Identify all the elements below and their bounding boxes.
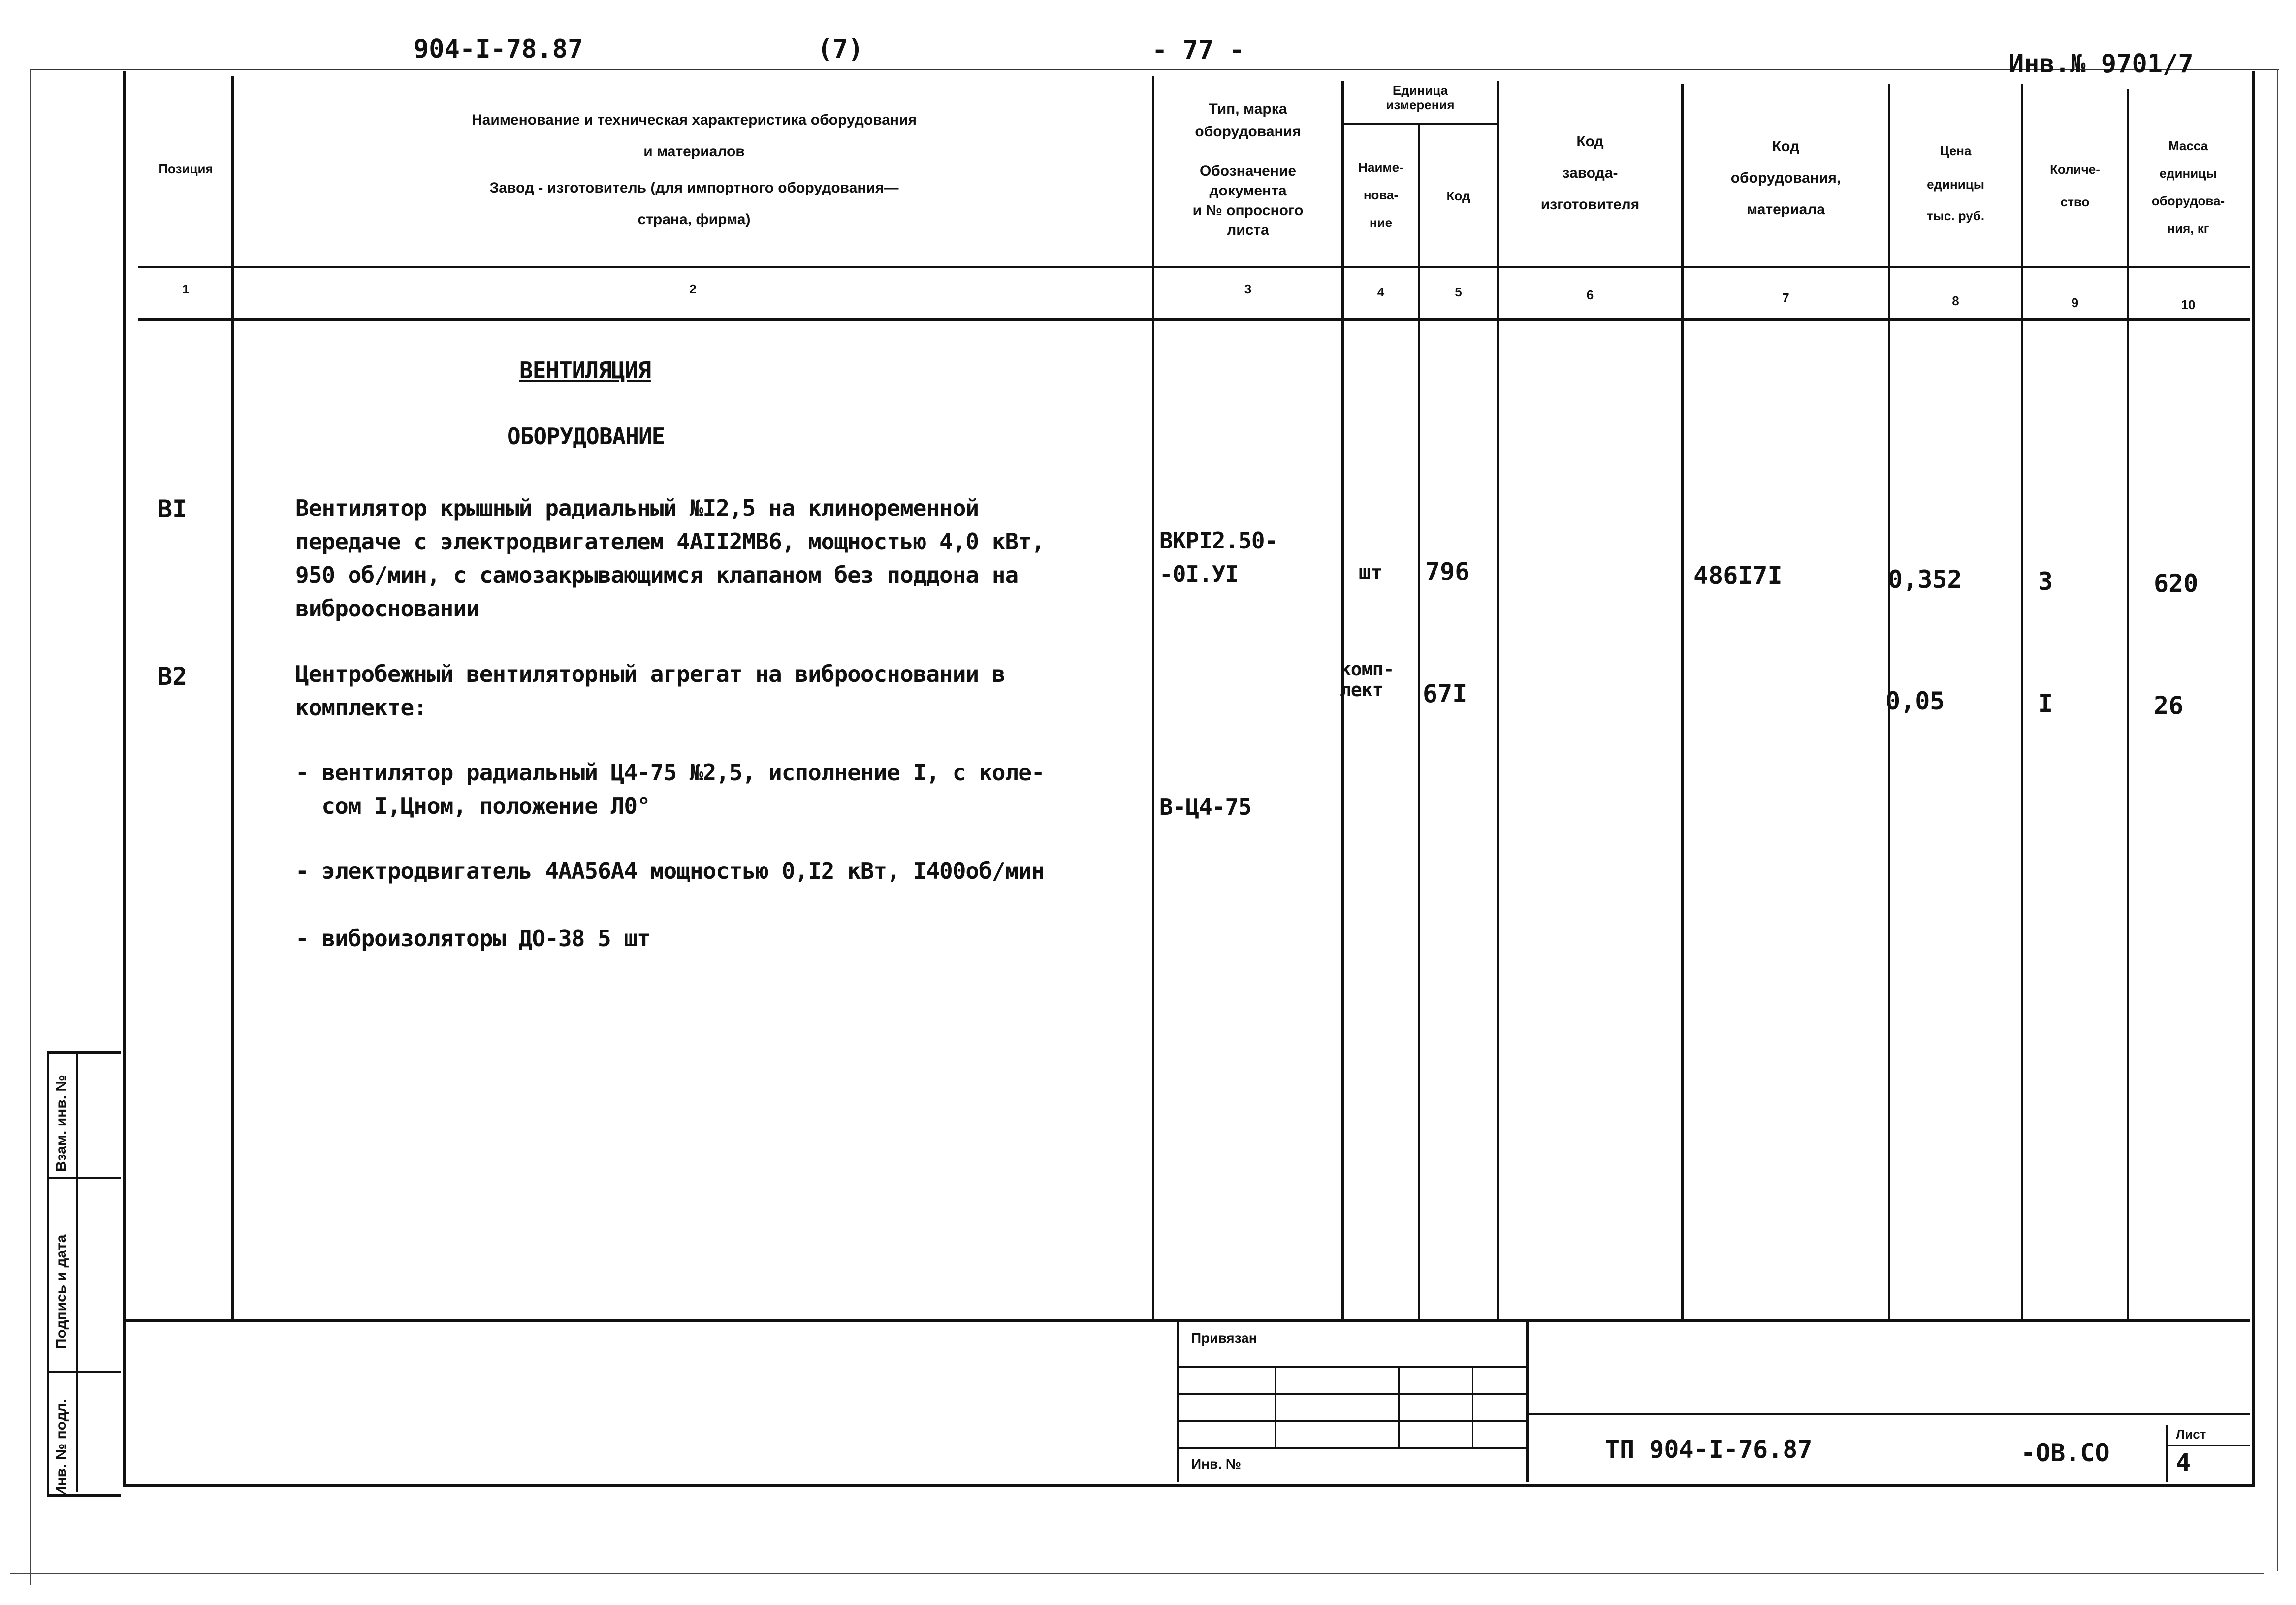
- header-name-line4: страна, фирма): [638, 211, 751, 227]
- header-unit-name1: Наиме-: [1358, 160, 1403, 175]
- stamp-priv-left: [1177, 1319, 1179, 1482]
- stamp-grid-line-1: [1179, 1366, 1526, 1368]
- stamp-grid-line-4: [1179, 1447, 1526, 1449]
- header-unit-name2: нова-: [1363, 188, 1399, 202]
- stamp-grid-v1: [1275, 1366, 1276, 1449]
- col-number-4: 4: [1377, 285, 1385, 299]
- stamp-sheet-left: [2166, 1425, 2168, 1482]
- stamp-grid-v2: [1398, 1366, 1400, 1449]
- stamp-priv-right: [1526, 1319, 1529, 1482]
- header-mass4: ния, кг: [2167, 221, 2209, 236]
- header-type-line6: листа: [1227, 222, 1269, 238]
- unit-group-line: [1341, 123, 1497, 125]
- header-mass2: единицы: [2159, 166, 2217, 181]
- header-unit-group1: Единица: [1392, 83, 1448, 97]
- col-line-4: [1418, 123, 1420, 1319]
- header-type-line4: документа: [1209, 183, 1287, 199]
- col-line-1: [231, 76, 234, 1319]
- col-line-8: [2021, 84, 2023, 1319]
- col-number-8: 8: [1952, 293, 1959, 308]
- stamp-sheet-label: Лист: [2176, 1427, 2206, 1442]
- col-number-7: 7: [1782, 290, 1789, 305]
- stamp-sheet-number: 4: [2176, 1448, 2191, 1477]
- header-mfr-code3: изготовителя: [1540, 196, 1640, 213]
- header-price1: Цена: [1940, 143, 1972, 158]
- frame-bottom-outer: [10, 1573, 2264, 1574]
- col-number-10: 10: [2181, 297, 2196, 312]
- section-subtitle: ОБОРУДОВАНИЕ: [507, 423, 665, 449]
- col-number-1: 1: [182, 282, 190, 296]
- subitem-fan-type: В-Ц4-75: [1159, 794, 1251, 820]
- row1-mass: 620: [2154, 569, 2199, 598]
- header-name-line1: Наименование и техническая характеристика оборудования: [472, 112, 917, 128]
- header-type-line3: Обозначение: [1199, 163, 1297, 179]
- side-strip-line-1: [47, 1177, 121, 1179]
- col-number-3: 3: [1244, 282, 1252, 296]
- subitem-fan: - вентилятор радиальный Ц4-75 №2,5, исполнение I, с коле- сом I,Цном, положение Л0°: [295, 759, 1045, 819]
- header-unit-name3: ние: [1369, 215, 1393, 230]
- row1-eq-code: 486I7I: [1693, 561, 1783, 590]
- stamp-privyazan-label: Привязан: [1191, 1330, 1257, 1346]
- col-line-9: [2127, 89, 2129, 1319]
- row1-type: ВКРI2.50- -0I.УI: [1159, 527, 1278, 587]
- row1-unit: шт: [1359, 561, 1383, 584]
- colnum-bottom-line: [138, 318, 2250, 321]
- header-price2: единицы: [1927, 177, 1984, 192]
- stamp-suffix: -ОВ.СО: [2021, 1439, 2110, 1467]
- inventory-number: Инв.№ 9701/7: [2009, 49, 2194, 79]
- col-number-5: 5: [1455, 285, 1462, 299]
- stamp-grid-line-3: [1179, 1420, 1526, 1422]
- section-title: ВЕНТИЛЯЦИЯ: [519, 357, 651, 384]
- subitem-motor: - электродвигатель 4АА56А4 мощностью 0,I2 кВт, I400об/мин: [295, 858, 1045, 884]
- row2-position: B2: [158, 662, 188, 691]
- header-name-line3: Завод - изготовитель (для импортного оборудования—: [489, 180, 899, 196]
- sheet-paren: (7): [817, 34, 863, 64]
- row1-price: 0,352: [1888, 565, 1962, 594]
- header-unit-group2: измерения: [1386, 97, 1455, 112]
- col-line-2: [1152, 76, 1154, 1319]
- stamp-grid-line-2: [1179, 1393, 1526, 1395]
- header-position: Позиция: [159, 161, 213, 176]
- header-eq-code3: материала: [1746, 201, 1825, 218]
- side-label-inv-podl: Инв. № подл.: [53, 1398, 69, 1497]
- frame-left-outer: [30, 69, 31, 1585]
- header-mass3: оборудова-: [2151, 193, 2225, 208]
- side-label-podpis: Подпись и дата: [53, 1234, 69, 1349]
- stamp-title-line: [1526, 1413, 2250, 1415]
- header-price3: тыс. руб.: [1926, 208, 1985, 223]
- header-name-line2: и материалов: [643, 143, 745, 160]
- header-bottom-line: [138, 266, 2250, 268]
- col-number-9: 9: [2071, 295, 2079, 310]
- row2-price: 0,05: [1885, 687, 1945, 715]
- header-mass1: Масса: [2168, 138, 2208, 153]
- row1-unit-code: 796: [1425, 557, 1470, 586]
- row2-unit-code: 67I: [1423, 679, 1467, 708]
- header-type-line2: оборудования: [1195, 124, 1301, 140]
- row2-unit: комп- лект: [1340, 658, 1394, 701]
- frame-right-outer: [2277, 69, 2278, 1571]
- header-eq-code2: оборудования,: [1730, 170, 1841, 186]
- row2-mass: 26: [2154, 691, 2184, 720]
- row1-qty: 3: [2038, 567, 2053, 596]
- header-unit-code: Код: [1446, 189, 1470, 203]
- stamp-title: ТП 904-I-76.87: [1605, 1435, 1813, 1464]
- side-strip-divider: [76, 1051, 78, 1492]
- stamp-top-line: [123, 1319, 2250, 1322]
- row1-position: BI: [158, 495, 188, 523]
- header-qty2: ство: [2060, 194, 2090, 209]
- stamp-inv-label: Инв. №: [1191, 1456, 1242, 1472]
- side-label-vzam: Взам. инв. №: [53, 1075, 69, 1172]
- col-number-2: 2: [689, 282, 697, 296]
- header-mfr-code1: Код: [1576, 133, 1604, 150]
- subitem-isolators: - виброизоляторы ДО-38 5 шт: [295, 925, 650, 952]
- header-eq-code1: Код: [1772, 138, 1800, 155]
- stamp-sheet-mid: [2166, 1445, 2250, 1446]
- row2-description: Центробежный вентиляторный агрегат на виброосновании в комплекте:: [295, 661, 1005, 721]
- row2-qty: I: [2038, 689, 2053, 718]
- header-type-line1: Тип, марка: [1209, 101, 1287, 117]
- header-mfr-code2: завода-: [1562, 165, 1618, 181]
- frame-top-line: [30, 69, 2279, 70]
- header-qty1: Количе-: [2050, 162, 2100, 177]
- stamp-grid-v3: [1472, 1366, 1473, 1449]
- row1-description: Вентилятор крышный радиальный №I2,5 на клиноременной передаче с электродвигателем 4АII2МВ6, мощностью 4,0 кВт, 950 об/мин, с самозакрывающимся клапаном без поддона на виброосновании: [295, 495, 1045, 622]
- side-strip-line-2: [47, 1371, 121, 1373]
- page-number: - 77 -: [1152, 35, 1244, 65]
- col-line-6: [1681, 84, 1684, 1319]
- doc-code: 904-I-78.87: [414, 34, 583, 64]
- col-number-6: 6: [1586, 288, 1594, 302]
- header-type-line5: и № опросного: [1192, 202, 1304, 219]
